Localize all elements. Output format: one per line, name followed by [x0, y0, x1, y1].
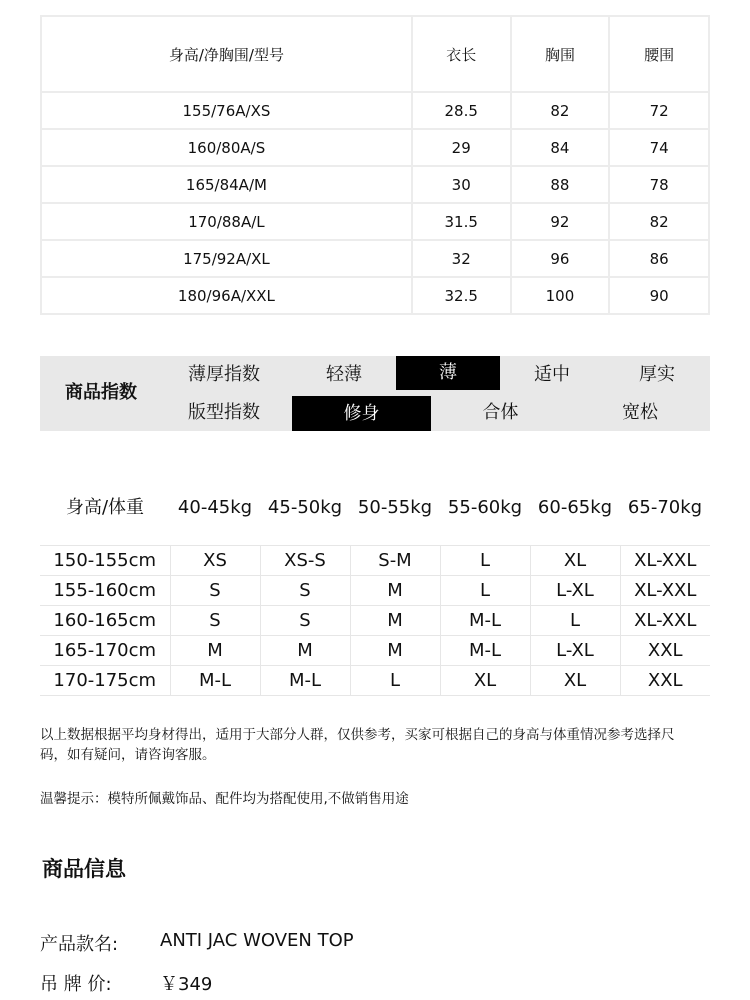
table-cell: 32.5: [412, 277, 511, 314]
product-name-value: ANTI JAC WOVEN TOP: [160, 930, 354, 951]
tag-price-row: [40, 970, 440, 994]
size-cell: XXL: [620, 636, 710, 666]
product-index-panel: [40, 356, 710, 431]
size-cell: XL-XXL: [620, 606, 710, 636]
table-row: [40, 576, 710, 606]
header-chest: 胸围: [511, 16, 610, 92]
size-cell: M: [350, 606, 440, 636]
thickness-index-label: 薄厚指数: [188, 364, 260, 385]
height-weight-header: [40, 490, 710, 526]
table-row: [41, 240, 709, 277]
table-cell: 155/76A/XS: [41, 92, 412, 129]
height-weight-table: [40, 545, 710, 696]
header-length: 衣长: [412, 16, 511, 92]
thickness-option-light: 轻薄: [326, 364, 362, 385]
fit-index-label: 版型指数: [188, 402, 260, 423]
size-cell: S: [170, 606, 260, 636]
weight-column-header: 45-50kg: [267, 497, 343, 518]
product-index-title: 商品指数: [65, 382, 137, 403]
height-cell: 170-175cm: [40, 666, 170, 696]
size-table-header-row: [41, 16, 709, 92]
table-cell: 160/80A/S: [41, 129, 412, 166]
height-cell: 150-155cm: [40, 546, 170, 576]
table-cell: 82: [511, 92, 610, 129]
table-cell: 170/88A/L: [41, 203, 412, 240]
table-cell: 88: [511, 166, 610, 203]
size-cell: S-M: [350, 546, 440, 576]
size-cell: L: [440, 576, 530, 606]
table-cell: 74: [609, 129, 709, 166]
size-data-note: 以上数据根据平均身材得出，适用于大部分人群，仅供参考，买家可根据自己的身高与体重情况参考选择尺码，如有疑问，请咨询客服。: [40, 727, 675, 763]
size-cell: M-L: [260, 666, 350, 696]
thickness-option-medium: 适中: [534, 364, 570, 385]
table-cell: 30: [412, 166, 511, 203]
table-cell: 165/84A/M: [41, 166, 412, 203]
table-row: [41, 92, 709, 129]
product-name-row: [40, 930, 440, 954]
size-cell: M-L: [170, 666, 260, 696]
size-cell: M-L: [440, 636, 530, 666]
table-row: [40, 666, 710, 696]
table-cell: 29: [412, 129, 511, 166]
size-cell: XL-XXL: [620, 576, 710, 606]
size-cell: M: [260, 636, 350, 666]
table-cell: 28.5: [412, 92, 511, 129]
height-weight-corner-label: 身高/体重: [65, 497, 145, 518]
fit-option-slim-selected: 修身: [292, 396, 431, 431]
table-row: [41, 203, 709, 240]
table-cell: 96: [511, 240, 610, 277]
table-row: [40, 546, 710, 576]
size-cell: M: [350, 576, 440, 606]
tag-price-value: ￥349: [160, 974, 213, 995]
table-cell: 72: [609, 92, 709, 129]
table-cell: 78: [609, 166, 709, 203]
weight-column-header: 50-55kg: [357, 497, 433, 518]
table-row: [40, 636, 710, 666]
size-cell: L-XL: [530, 636, 620, 666]
size-cell: XL: [530, 666, 620, 696]
warm-tip-note: 温馨提示：模特所佩戴饰品、配件均为搭配使用,不做销售用途: [40, 791, 409, 807]
height-cell: 155-160cm: [40, 576, 170, 606]
size-cell: XL-XXL: [620, 546, 710, 576]
size-cell: L: [350, 666, 440, 696]
size-cell: S: [170, 576, 260, 606]
tag-price-label: 吊 牌 价:: [40, 974, 112, 995]
table-cell: 180/96A/XXL: [41, 277, 412, 314]
height-cell: 160-165cm: [40, 606, 170, 636]
table-cell: 32: [412, 240, 511, 277]
table-cell: 82: [609, 203, 709, 240]
size-cell: L-XL: [530, 576, 620, 606]
size-cell: XL: [440, 666, 530, 696]
size-cell: L: [530, 606, 620, 636]
fit-option-loose: 宽松: [622, 402, 658, 423]
weight-column-header: 55-60kg: [447, 497, 523, 518]
size-cell: M: [170, 636, 260, 666]
size-cell: L: [440, 546, 530, 576]
table-cell: 90: [609, 277, 709, 314]
size-cell: XS-S: [260, 546, 350, 576]
thickness-option-thin-selected: 薄: [396, 356, 500, 390]
table-row: [41, 166, 709, 203]
header-height-chest-model: 身高/净胸围/型号: [41, 16, 412, 92]
table-cell: 86: [609, 240, 709, 277]
table-cell: 175/92A/XL: [41, 240, 412, 277]
fit-option-regular: 合体: [482, 402, 519, 423]
table-cell: 92: [511, 203, 610, 240]
weight-column-header: 65-70kg: [627, 497, 703, 518]
table-cell: 31.5: [412, 203, 511, 240]
thickness-option-thick: 厚实: [639, 364, 675, 385]
header-waist: 腰围: [609, 16, 709, 92]
table-row: [40, 606, 710, 636]
table-cell: 84: [511, 129, 610, 166]
size-table: [40, 15, 710, 315]
size-cell: M: [350, 636, 440, 666]
height-cell: 165-170cm: [40, 636, 170, 666]
size-cell: S: [260, 606, 350, 636]
product-name-label: 产品款名:: [40, 934, 119, 955]
table-row: [41, 129, 709, 166]
size-cell: XL: [530, 546, 620, 576]
weight-column-header: 60-65kg: [537, 497, 613, 518]
size-cell: S: [260, 576, 350, 606]
product-info-title: 商品信息: [42, 857, 126, 881]
table-cell: 100: [511, 277, 610, 314]
size-cell: XS: [170, 546, 260, 576]
weight-column-header: 40-45kg: [177, 497, 253, 518]
size-cell: XXL: [620, 666, 710, 696]
size-cell: M-L: [440, 606, 530, 636]
table-row: [41, 277, 709, 314]
